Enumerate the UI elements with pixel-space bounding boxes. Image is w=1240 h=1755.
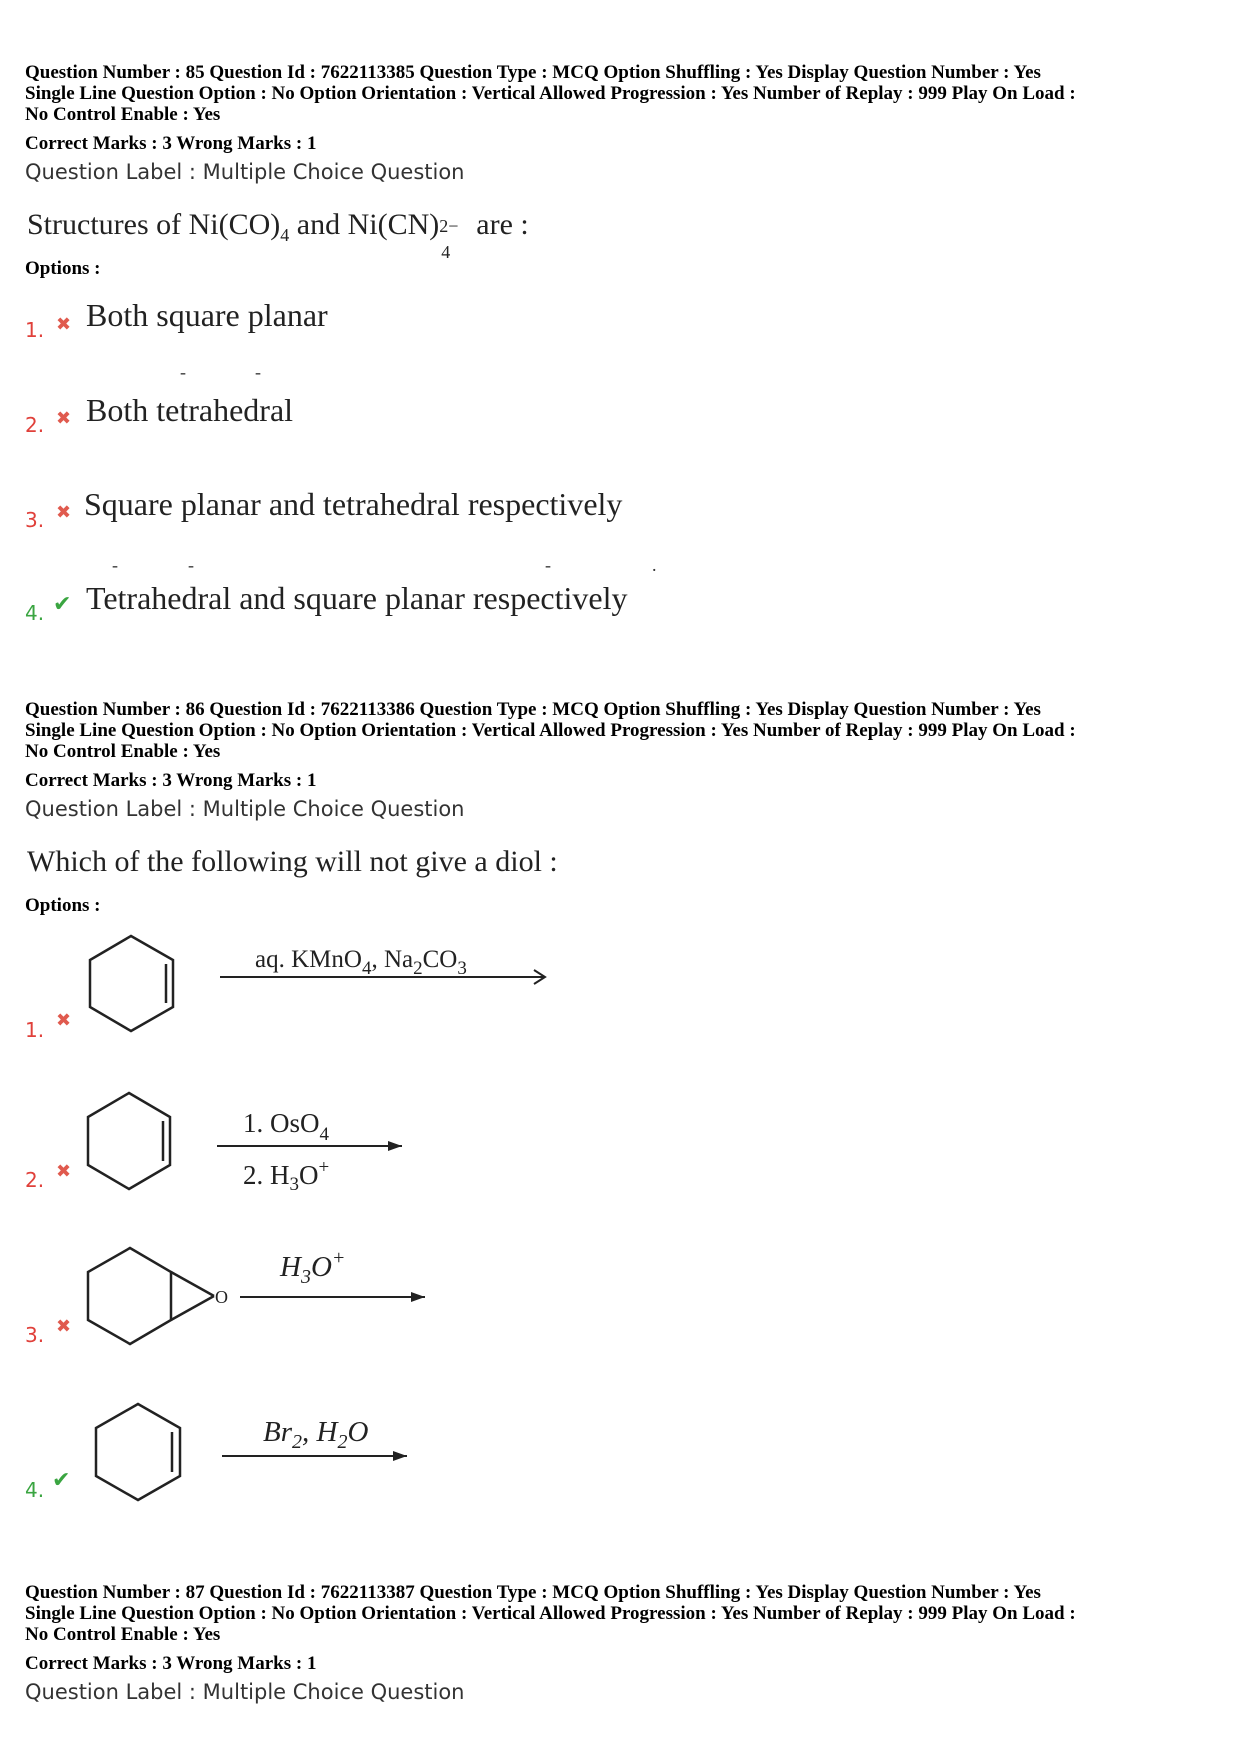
- q85-question-label: Question Label : Multiple Choice Question: [25, 160, 465, 184]
- q86-option3-number: 3.: [25, 1323, 45, 1347]
- q85-option3-number: 3.: [25, 508, 45, 532]
- reagent-text: , H: [302, 1416, 338, 1448]
- dash-mark: -: [112, 555, 118, 575]
- reagent-text: , Na: [371, 946, 414, 973]
- cross-icon: ✖: [56, 1010, 72, 1031]
- reagent-subscript: 3: [300, 1266, 311, 1288]
- svg-text:Br2, H2O: [263, 1416, 368, 1453]
- q86-meta-line2: Single Line Question Option : No Option Orientation : Vertical Allowed Progression : Yes Number of Replay : 999 Play On Load :: [25, 720, 1076, 741]
- reagent-step1: 1. OsO: [243, 1108, 320, 1138]
- reagent-subscript: 4: [361, 958, 372, 979]
- q86-option1-number: 1.: [25, 1018, 45, 1042]
- dash-mark: -: [188, 555, 194, 575]
- reagent-text: H: [280, 1251, 301, 1283]
- cross-icon: ✖: [56, 408, 72, 429]
- q87-question-label: Question Label : Multiple Choice Question: [25, 1680, 465, 1704]
- dash-mark: -: [545, 555, 551, 575]
- reagent-text: CO: [422, 946, 458, 973]
- q85-option4-number: 4.: [25, 601, 45, 625]
- reagent-subscript: 3: [289, 1174, 299, 1195]
- q86-question-text: Which of the following will not give a diol :: [27, 845, 558, 878]
- reagent-superscript: +: [318, 1157, 330, 1178]
- q86-meta-line1: Question Number : 86 Question Id : 7622113386 Question Type : MCQ Option Shuffling : Yes Display Question Number : Yes: [25, 699, 1041, 720]
- q87-metadata: [25, 1582, 1220, 1645]
- reagent-subscript: 3: [457, 958, 467, 979]
- arrow-head: [393, 1451, 407, 1461]
- q86-option4-number: 4.: [25, 1478, 45, 1502]
- q85-meta-line2: Single Line Question Option : No Option Orientation : Vertical Allowed Progression : Yes Number of Replay : 999 Play On Load :: [25, 83, 1076, 104]
- reagent-subscript: 2: [292, 1431, 302, 1453]
- reagent-text: O: [347, 1416, 369, 1448]
- reagent-superscript: +: [331, 1247, 346, 1269]
- reagent-step2: O: [299, 1160, 319, 1190]
- cyclohexene-ring: [96, 1404, 180, 1500]
- q85-option2-number: 2.: [25, 413, 45, 437]
- q85-options-heading: Options :: [25, 258, 101, 279]
- cross-icon: ✖: [56, 502, 72, 523]
- q87-meta-line1: Question Number : 87 Question Id : 7622113387 Question Type : MCQ Option Shuffling : Yes Display Question Number : Yes: [25, 1582, 1041, 1603]
- q87-marks: Correct Marks : 3 Wrong Marks : 1: [25, 1653, 317, 1674]
- reagent-subscript: 4: [319, 1124, 330, 1145]
- reagent-text: O: [310, 1251, 332, 1283]
- cross-icon: ✖: [56, 1161, 72, 1182]
- q85-question-text: Structures of $Ni(CO)_4$ and Ni(CN) 2− 4 are :: [27, 208, 529, 262]
- q86-options-heading: Options :: [25, 895, 101, 916]
- cross-icon: ✖: [56, 314, 72, 335]
- reagent-text: aq. KMnO: [255, 946, 362, 973]
- q86-meta-line3: No Control Enable : Yes: [25, 741, 221, 762]
- reagent-step2: 2. H: [243, 1160, 290, 1190]
- reagent-subscript: 2: [337, 1431, 348, 1453]
- q85-option4-text[interactable]: Tetrahedral and square planar respectively: [86, 580, 628, 616]
- checkmark-icon: ✔: [53, 592, 72, 617]
- checkmark-icon: ✔: [52, 1468, 71, 1493]
- q87-meta-line2: Single Line Question Option : No Option Orientation : Vertical Allowed Progression : Yes Number of Replay : 999 Play On Load :: [25, 1603, 1076, 1624]
- cross-icon: ✖: [56, 1316, 72, 1337]
- q85-marks: Correct Marks : 3 Wrong Marks : 1: [25, 133, 317, 154]
- q85-option1-number: 1.: [25, 318, 45, 342]
- q86-question-label: Question Label : Multiple Choice Question: [25, 797, 465, 821]
- q86-option2-number: 2.: [25, 1168, 45, 1192]
- dash-mark: -: [180, 362, 186, 382]
- reagent-subscript: 2: [413, 958, 423, 979]
- dash-mark: -: [255, 362, 261, 382]
- oxygen-atom: O: [215, 1287, 228, 1307]
- dash-mark: .: [652, 555, 657, 575]
- q85-option3-text[interactable]: Square planar and tetrahedral respectively: [84, 486, 623, 522]
- q85-option2-text[interactable]: Both tetrahedral: [86, 392, 294, 428]
- q85-meta-line1: Question Number : 85 Question Id : 7622113385 Question Type : MCQ Option Shuffling : Yes Display Question Number : Yes: [25, 62, 1041, 83]
- reagent-text: Br: [263, 1416, 292, 1448]
- q85-option1-text[interactable]: Both square planar: [86, 297, 328, 333]
- q87-meta-line3: No Control Enable : Yes: [25, 1624, 221, 1645]
- q85-meta-line3: No Control Enable : Yes: [25, 104, 221, 125]
- q86-marks: Correct Marks : 3 Wrong Marks : 1: [25, 770, 317, 791]
